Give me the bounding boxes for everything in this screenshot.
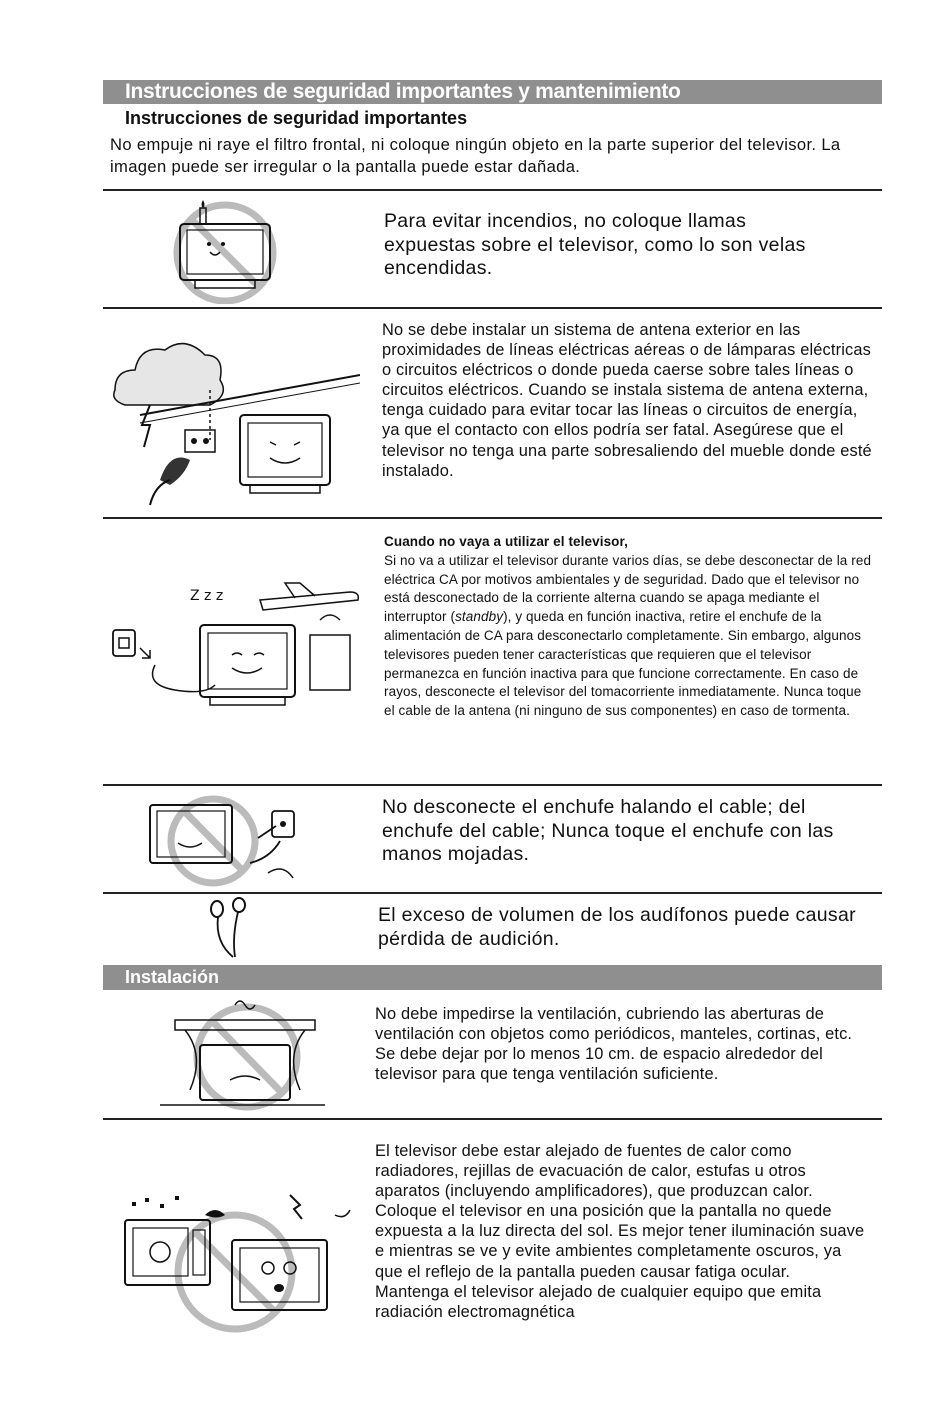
unused-tv-text: Cuando no vaya a utilizar el televisor, Si no va a utilizar el televisor durante varios días, se debe desconectar de la red eléctrica CA por motivos ambientales y de seguridad. Dado que el televisor no está desconectado de la corriente alterna cuando se apaga mediante el interruptor (standby), y queda en función inactiva, retire el enchufe de la alimentación de CA para desconectarlo completamente. Sin embargo, algunos televisores pueden tener características que requieren que el televisor permanezca en función inactiva para que funcione correctamente. En caso de rayos, desconecte el televisor del tomacorriente inmediatamente. Nunca toque el cable de la antena (ni ninguno de sus componentes) en caso de tormenta.	[384, 533, 874, 721]
divider	[103, 189, 882, 191]
divider	[103, 517, 882, 519]
candle-on-tv-illustration	[165, 196, 280, 304]
installation-title: Instalación	[125, 967, 220, 987]
unused-tv-heading: Cuando no vaya a utilizar el televisor,	[384, 534, 628, 549]
earphones-icon	[205, 897, 250, 962]
antenna-powerline-illustration	[110, 330, 360, 510]
ventilation-text: No debe impedirse la ventilación, cubriendo las aberturas de ventilación con objetos como periódicos, manteles, cortinas, etc. Se debe dejar por lo menos 10 cm. de espacio alrededor del televisor para que tenga ventilación suficiente.	[375, 1005, 853, 1084]
standby-term: standby	[455, 609, 504, 625]
antenna-warning-text: No se debe instalar un sistema de antena exterior en las proximidades de líneas eléctricas aéreas o de lámparas eléctricas o circuitos eléctricos o donde pueda caerse sobre tales líneas o circuitos eléctricos. Cuando se instala sistema de antena externa, tenga cuidado para evitar tocar las líneas o circuitos de energía, ya que el contacto con ellos podría ser fatal. Asegúrese que el televisor no tenga una parte sobresaliendo del mueble donde esté instalado.	[382, 321, 872, 480]
subtitle: Instrucciones de seguridad importantes	[125, 108, 468, 128]
heat-sources-text: El televisor debe estar alejado de fuentes de calor como radiadores, rejillas de evacuación de calor, estufas u otros aparatos (incluyendo amplificadores), que produzcan calor. Coloque el televisor en una posición que la pantalla no quede expuesta a la luz directa del sol. Es mejor tener iluminación suave e mientras se ve y evite ambientes completamente oscuros, ya que el reflejo de la pantalla pueden causar fatiga ocular. Mantenga el televisor alejado de cualquier equipo que emita radiación electromagnética	[375, 1142, 865, 1321]
page-title: Instrucciones de seguridad importantes y mantenimiento	[125, 80, 681, 103]
svg-text:Z z z: Z z z	[190, 588, 224, 604]
divider	[103, 307, 882, 309]
section-title-bar	[103, 80, 882, 104]
candles-warning-text: Para evitar incendios, no coloque llamas expuestas sobre el televisor, como lo son velas encendidas.	[384, 210, 806, 279]
divider	[103, 1118, 882, 1120]
headphones-warning-text: El exceso de volumen de los audífonos puede causar pérdida de audición.	[378, 904, 856, 950]
unplug-tv-illustration	[110, 580, 365, 715]
plug-warning-text: No desconecte el enchufe halando el cable; del enchufe del cable; Nunca toque el enchufe con las manos mojadas.	[382, 796, 834, 865]
unplug-cable-illustration	[140, 793, 300, 888]
ventilation-illustration	[155, 995, 330, 1115]
divider	[103, 892, 882, 894]
installation-bar	[103, 965, 882, 990]
intro-paragraph: No empuje ni raye el filtro frontal, ni coloque ningún objeto en la parte superior del televisor. La imagen puede ser irregular o la pantalla puede estar dañada.	[110, 135, 841, 176]
divider	[103, 784, 882, 786]
heat-sources-illustration	[120, 1190, 360, 1335]
